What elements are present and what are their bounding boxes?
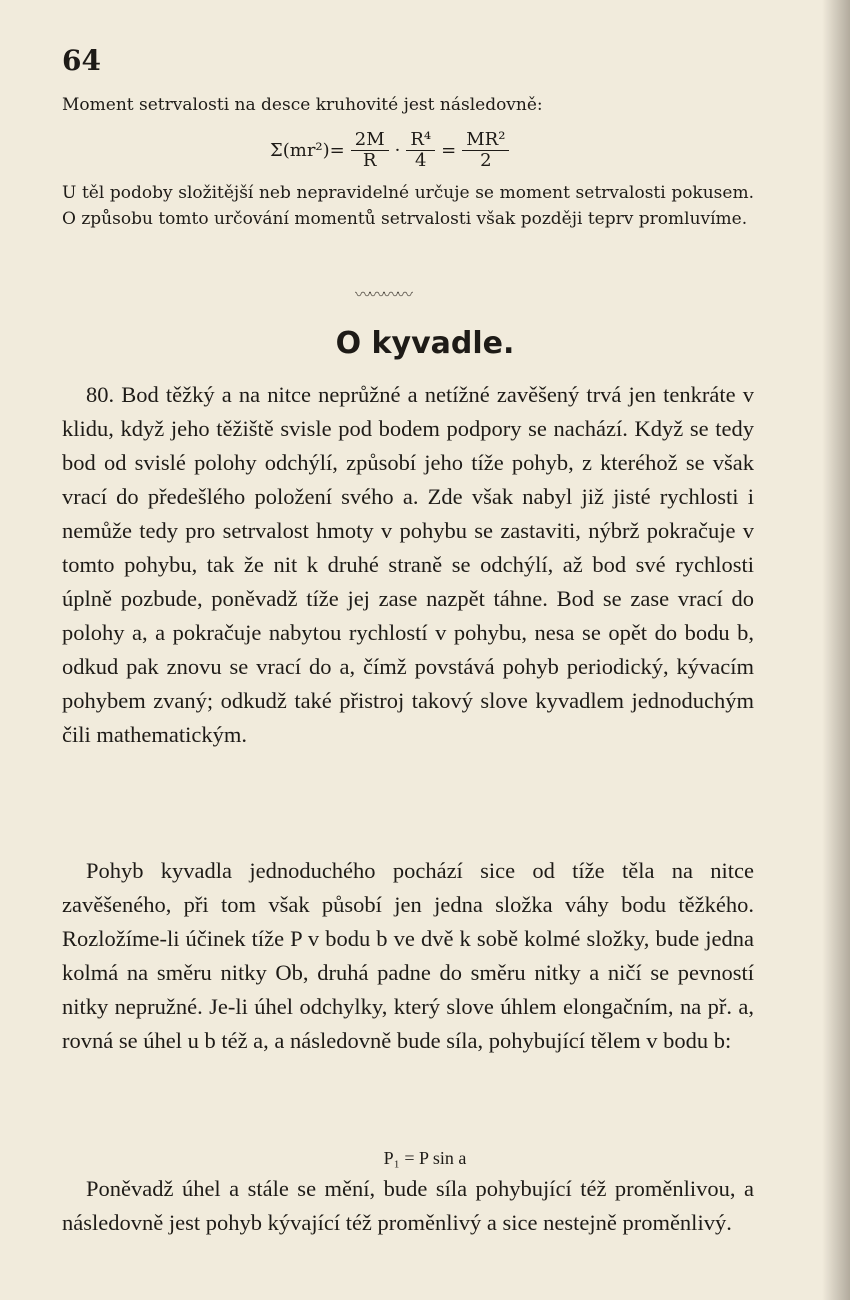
formula-fraction-3 <box>462 130 509 171</box>
paragraph-3 <box>62 1172 754 1240</box>
fraction-3-denominator: 2 <box>480 150 492 171</box>
force-formula: P₁ = P sin a <box>383 1148 467 1168</box>
fraction-2-denominator: 4 <box>415 150 427 171</box>
paragraph-80-text: 80. Bod těžký a na nitce neprůžné a netížné zavěšený trvá jen tenkráte v klidu, když jeho těžiště svisle pod bodem podpory se nachází. Když se tedy bod od svislé polohy odchýlí, způsobí jeho tíže pohyb, z kteréhož se však vrací do předešlého položení svého a. Zde však nabyl již jisté rychlosti i nemůže tedy pro setrvalost hmoty v pohybu se zastaviti, nýbrž pokračuje v tomto pohybu, tak že nit k druhé straně se odchýlí, až bod své rychlosti úplně pozbude, poněvadž tíže jej zase nazpět táhne. Bod se zase vrací do polohy a, a pokračuje nabytou rychlostí v pohybu, nesa se opět do bodu b, odkud pak znovu se vrací do a, čímž povstává pohyb periodický, kývacím pohybem zvaný; odkudž také přistroj takový slove kyvadlem jednoduchým čili mathematickým. <box>62 382 754 747</box>
moment-formula <box>270 130 509 171</box>
intro-paragraph <box>62 180 754 232</box>
intro-paragraph-text: U těl podoby složitější neb nepravidelné určuje se moment setrvalosti pokusem. O způsobu tomto určování momentů setrvalosti však později teprv promluvíme. <box>62 183 754 229</box>
page-edge-shadow <box>822 0 850 1300</box>
fraction-3-numerator: MR² <box>462 130 509 151</box>
paragraph-80 <box>62 378 754 752</box>
formula-dot: · <box>394 140 401 161</box>
moment-line <box>62 92 762 118</box>
section-heading: O kyvadle. <box>335 326 515 361</box>
paragraph-2 <box>62 854 754 1058</box>
formula-fraction-2 <box>406 130 435 171</box>
section-ornament: 〰〰〰〰 <box>355 287 412 304</box>
moment-line-text: Moment setrvalosti na desce kruhovité jest následovně: <box>62 95 543 115</box>
page-number: 64 <box>62 44 101 77</box>
formula-lhs: Σ(mr²)= <box>270 140 345 161</box>
fraction-2-numerator: R⁴ <box>406 130 435 151</box>
paragraph-3-text: Poněvadž úhel a stále se mění, bude síla pohybující též proměnlivou, a následovně jest pohyb kývající též proměnlivý a sice nestejně proměnlivý. <box>62 1176 754 1235</box>
formula-equals: = <box>441 140 457 161</box>
fraction-1-denominator: R <box>362 150 377 171</box>
paragraph-2-text: Pohyb kyvadla jednoduchého pochází sice od tíže těla na nitce zavěšeného, při tom však působí jen jedna složka váhy bodu těžkého. Rozložíme-li účinek tíže P v bodu b ve dvě k sobě kolmé složky, bude jedna kolmá na směru nitky Ob, druhá padne do směru nitky a ničí se pevností nitky nepružné. Je-li úhel odchylky, který slove úhlem elongačním, na př. a, rovná se úhel u b též a, a následovně bude síla, pohybující tělem v bodu b: <box>62 858 754 1053</box>
formula-fraction-1 <box>351 130 389 171</box>
fraction-1-numerator: 2M <box>351 130 389 151</box>
